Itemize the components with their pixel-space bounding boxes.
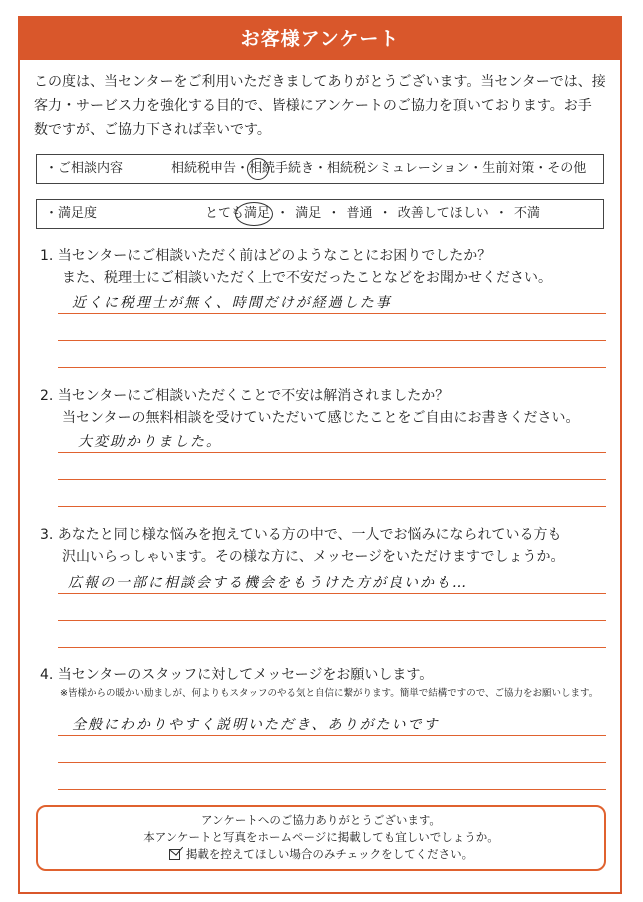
- answer-3[interactable]: 広報の一部に相談会する機会をもうけた方が良いかも…: [68, 575, 468, 591]
- answer-1[interactable]: 近くに税理士が無く、時間だけが経過した事: [72, 295, 392, 311]
- question-1: [40, 245, 610, 289]
- answer-line: [58, 620, 606, 621]
- satisfaction-selection-circle: [235, 202, 273, 226]
- answer-4[interactable]: 全般にわかりやすく説明いただき、ありがたいです: [72, 717, 440, 733]
- consult-type-box: [36, 154, 604, 184]
- answer-line: [58, 647, 606, 648]
- footer-checkbox-row: [38, 846, 604, 863]
- consult-type-options[interactable]: 相続税申告・相続手続き・相続税シミュレーション・生前対策・その他: [171, 161, 587, 176]
- footer-checkbox-label: 掲載を控えてほしい場合のみチェックをしてください。: [185, 847, 474, 861]
- question-4: [40, 664, 610, 686]
- satisfaction-label: ・満足度: [45, 206, 98, 221]
- question-1-line-1: 1. 当センターにご相談いただく前はどのようなことにお困りでしたか？: [40, 248, 492, 264]
- answer-line: [58, 313, 606, 314]
- satisfaction-options[interactable]: とても満足 ・ 満足 ・ 普通 ・ 改善してほしい ・ 不満: [205, 206, 541, 221]
- answer-line: [58, 735, 606, 736]
- footer-thanks: アンケートへのご協力ありがとうございます。: [201, 813, 441, 827]
- answer-line: [58, 506, 606, 507]
- publish-opt-out-checkbox[interactable]: [169, 849, 180, 860]
- consult-selection-circle: [247, 158, 269, 180]
- footer-box: [36, 805, 606, 871]
- intro-line-1: この度は、当センターをご利用いただきましてありがとうございます。当センターでは、接: [34, 74, 606, 90]
- intro-line-2: 客力・サービス力を強化する目的で、皆様にアンケートのご協力を頂いております。お手: [34, 98, 592, 114]
- question-2-line-2: 当センターの無料相談を受けていただいて感じたことをご自由にお書きください。: [62, 410, 580, 426]
- satisfaction-box: [36, 199, 604, 229]
- question-4-line-1: 4. 当センターのスタッフに対してメッセージをお願いします。: [40, 667, 434, 683]
- answer-line: [58, 479, 606, 480]
- answer-line: [58, 367, 606, 368]
- intro-line-3: 数ですが、ご協力下されば幸いです。: [34, 122, 271, 138]
- intro-text: [34, 70, 614, 142]
- survey-title: お客様アンケート: [20, 18, 620, 60]
- question-4-note: ※皆様からの暖かい励ましが、何よりもスタッフのやる気と自信に繋がります。簡単で結構ですので、ご協力をお願いします。: [60, 688, 599, 699]
- answer-line: [58, 340, 606, 341]
- consult-type-label: ・ご相談内容: [45, 161, 124, 176]
- answer-line: [58, 789, 606, 790]
- answer-line: [58, 452, 606, 453]
- question-2-line-1: 2. 当センターにご相談いただくことで不安は解消されましたか？: [40, 388, 450, 404]
- answer-2[interactable]: 大変助かりました。: [78, 434, 222, 450]
- question-2: [40, 385, 610, 429]
- answer-line: [58, 593, 606, 594]
- footer-publish-question: 本アンケートと写真をホームページに掲載しても宜しいでしょうか。: [143, 830, 499, 844]
- question-1-line-2: また、税理士にご相談いただく上で不安だったことなどをお聞かせください。: [62, 270, 552, 286]
- question-3-line-1: 3. あなたと同じ様な悩みを抱えている方の中で、一人でお悩みになられている方も: [40, 527, 562, 543]
- answer-line: [58, 762, 606, 763]
- question-3-line-2: 沢山いらっしゃいます。その様な方に、メッセージをいただけますでしょうか。: [62, 549, 565, 565]
- question-3: [40, 524, 610, 568]
